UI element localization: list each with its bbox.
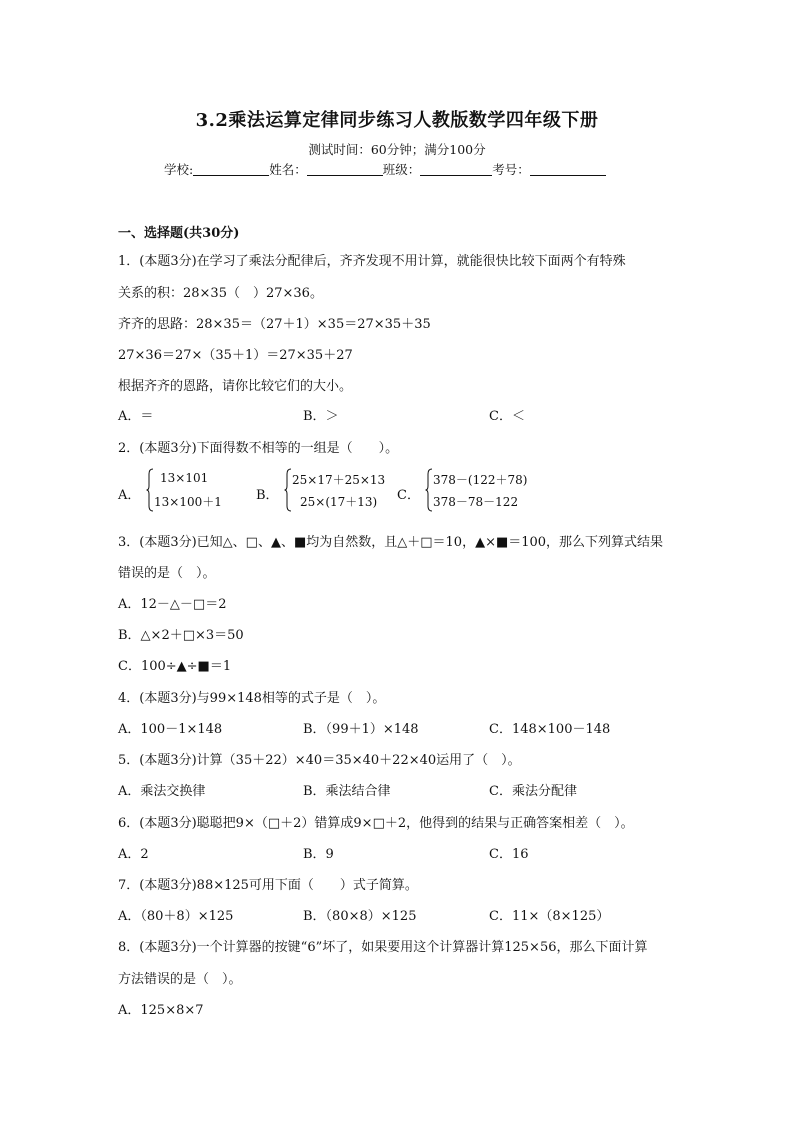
brace-icon	[146, 468, 154, 512]
q6-option-c[interactable]: C．16	[489, 847, 529, 862]
q3-option-b[interactable]: B．△×2＋□×3＝50	[118, 628, 244, 643]
q8-stem-line2: 方法错误的是（ ）。	[118, 972, 242, 987]
q1-stem-line1: 1．(本题3分)在学习了乘法分配律后，齐齐发现不用计算，就能很快比较下面两个有特殊	[118, 254, 626, 269]
q2-b-row1: 25×17＋25×13	[292, 473, 386, 487]
q8-stem-line1: 8．(本题3分)一个计算器的按键“6”坏了，如果要用这个计算器计算125×56，那么下面计算	[118, 940, 648, 955]
q5-option-c[interactable]: C．乘法分配律	[489, 784, 577, 799]
q2-option-b-label[interactable]: B．	[256, 488, 279, 503]
q3-stem-line2: 错误的是（ ）。	[118, 566, 216, 581]
q7-option-b[interactable]: B．（80×8）×125	[303, 909, 417, 924]
q4-option-c[interactable]: C．148×100－148	[489, 722, 611, 737]
exam-no-label: 考号：	[492, 162, 530, 177]
q4-option-b[interactable]: B．（99＋1）×148	[303, 722, 419, 737]
q3-stem-line1: 3．(本题3分)已知△、□、▲、■均为自然数，且△＋□＝10，▲×■＝100，那么下列算式结果	[118, 535, 664, 550]
q1-stem-line5: 根据齐齐的恩路，请你比较它们的大小。	[118, 379, 353, 394]
q2-option-c-system	[425, 468, 535, 512]
q8-option-a[interactable]: A．125×8×7	[118, 1003, 204, 1018]
q2-stem: 2．(本题3分)下面得数不相等的一组是（ ）。	[118, 441, 399, 456]
q7-stem: 7．(本题3分)88×125可用下面（ ）式子简算。	[118, 878, 418, 893]
q3-option-c[interactable]: C．100÷▲÷■＝1	[118, 659, 232, 674]
q5-stem: 5．(本题3分)计算（35＋22）×40＝35×40＋22×40运用了（ ）。	[118, 753, 521, 768]
class-blank[interactable]	[420, 163, 492, 176]
q7-option-a[interactable]: A．（80＋8）×125	[118, 909, 234, 924]
q6-option-a[interactable]: A．2	[118, 847, 149, 862]
page-title: 3.2乘法运算定律同步练习人教版数学四年级下册	[195, 110, 599, 131]
q2-c-row1: 378－(122＋78)	[433, 473, 528, 487]
exam-no-blank[interactable]	[530, 163, 606, 176]
section-heading: 一、选择题(共30分)	[118, 226, 240, 241]
class-label: 班级：	[382, 162, 421, 177]
q1-option-b[interactable]: B．＞	[303, 409, 339, 424]
q2-a-row2: 13×100＋1	[154, 495, 222, 509]
q6-option-b[interactable]: B．9	[303, 847, 334, 862]
q1-option-a[interactable]: A．＝	[118, 409, 154, 424]
q7-option-c[interactable]: C．11×（8×125）	[489, 909, 610, 924]
q5-option-b[interactable]: B．乘法结合律	[303, 784, 391, 799]
name-blank[interactable]	[307, 163, 383, 176]
q2-option-a-system	[146, 468, 246, 512]
q6-stem: 6．(本题3分)聪聪把9×（□＋2）错算成9×□＋2，他得到的结果与正确答案相差（ ）。	[118, 816, 634, 831]
q3-option-a[interactable]: A．12－△－□＝2	[118, 597, 227, 612]
name-label: 姓名：	[269, 162, 307, 177]
q2-option-a-label[interactable]: A．	[118, 488, 141, 503]
q2-option-b-system	[284, 468, 394, 512]
school-label: 学校:	[164, 162, 194, 177]
q2-a-row1: 13×101	[160, 471, 209, 485]
q4-option-a[interactable]: A．100－1×148	[118, 722, 223, 737]
q1-stem-line2: 关系的积：28×35（ ）27×36。	[118, 286, 323, 301]
q4-stem: 4．(本题3分)与99×148相等的式子是（ ）。	[118, 691, 386, 706]
brace-icon	[425, 468, 433, 512]
q2-c-row2: 378－78－122	[433, 495, 519, 509]
q1-option-c[interactable]: C．＜	[489, 409, 525, 424]
q1-stem-line3: 齐齐的思路：28×35＝（27＋1）×35＝27×35＋35	[118, 317, 431, 332]
school-blank[interactable]	[193, 163, 269, 176]
q1-stem-line4: 27×36＝27×（35＋1）＝27×35＋27	[118, 348, 353, 363]
q5-option-a[interactable]: A．乘法交换律	[118, 784, 206, 799]
student-info-fields	[164, 160, 644, 178]
exam-meta: 测试时间：60分钟；满分100分	[308, 142, 486, 157]
brace-icon	[284, 468, 292, 512]
q2-b-row2: 25×(17＋13)	[300, 495, 378, 509]
q2-option-c-label[interactable]: C．	[397, 488, 420, 503]
